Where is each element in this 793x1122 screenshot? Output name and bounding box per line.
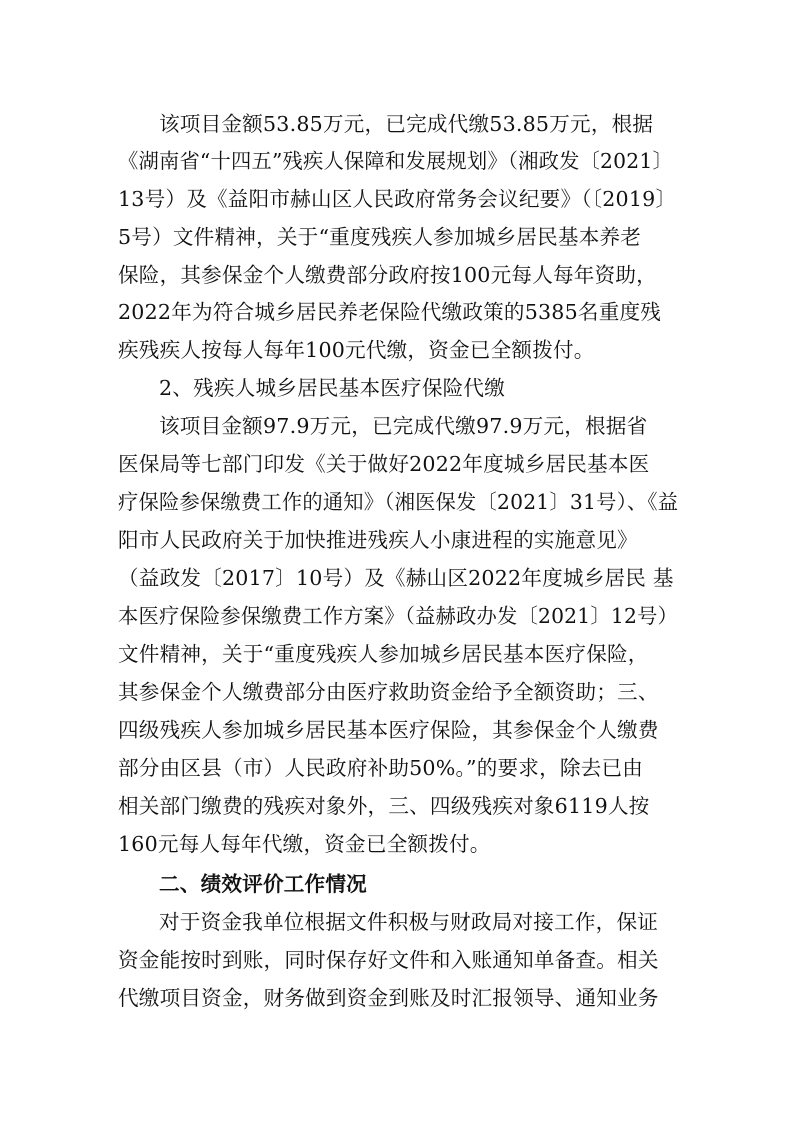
section-subheading: 2、残疾人城乡居民基本医疗保险代缴	[159, 376, 506, 400]
paragraph-line: 其参保金个人缴费部分由医疗救助资金给予全额资助；三、	[118, 680, 659, 704]
paragraph-line: 文件精神，关于“重度残疾人参加城乡居民基本医疗保险，	[118, 642, 649, 666]
paragraph-line: 部分由区县（市）人民政府补助50%。”的要求，除去已由	[118, 756, 644, 780]
paragraph-line: 5号）文件精神，关于“重度残疾人参加城乡居民基本养老	[118, 225, 642, 249]
paragraph-line: 阳市人民政府关于加快推进残疾人小康进程的实施意见》	[118, 528, 638, 552]
section-heading: 二、绩效评价工作情况	[159, 872, 367, 896]
paragraph-line: 医保局等七部门印发《关于做好2022年度城乡居民基本医	[118, 452, 650, 476]
paragraph-line: 13号）及《益阳市赫山区人民政府常务会议纪要》（〔2019〕	[118, 187, 677, 211]
paragraph-line: 资金能按时到账，同时保存好文件和入账通知单备查。相关	[118, 948, 659, 972]
paragraph-line: 《湖南省“十四五”残疾人保障和发展规划》（湘政发〔2021〕	[118, 149, 673, 173]
paragraph-line: 本医疗保险参保缴费工作方案》（益赫政办发〔2021〕12号）	[118, 604, 679, 628]
paragraph-line: 疾残疾人按每人每年100元代缴，资金已全额拨付。	[118, 338, 595, 362]
paragraph-line: 相关部门缴费的残疾对象外，三、四级残疾对象6119人按	[118, 794, 650, 818]
paragraph-line: 四级残疾人参加城乡居民基本医疗保险，其参保金个人缴费	[118, 718, 659, 742]
paragraph-line: 该项目金额53.85万元，已完成代缴53.85万元，根据	[159, 112, 654, 136]
paragraph-line: 2022年为符合城乡居民养老保险代缴政策的5385名重度残	[118, 300, 662, 324]
paragraph-line: 该项目金额97.9万元，已完成代缴97.9万元，根据省	[159, 414, 648, 438]
paragraph-line: （益政发〔2017〕10号）及《赫山区2022年度城乡居民 基	[118, 566, 674, 590]
paragraph-line: 疗保险参保缴费工作的通知》（湘医保发〔2021〕31号）、《益	[118, 490, 679, 514]
paragraph-line: 对于资金我单位根据文件积极与财政局对接工作，保证	[159, 910, 659, 934]
paragraph-line: 保险，其参保金个人缴费部分政府按100元每人每年资助，	[118, 263, 657, 287]
paragraph-line: 160元每人每年代缴，资金已全额拨付。	[118, 832, 491, 856]
paragraph-line: 代缴项目资金，财务做到资金到账及时汇报领导、通知业务	[118, 986, 659, 1010]
